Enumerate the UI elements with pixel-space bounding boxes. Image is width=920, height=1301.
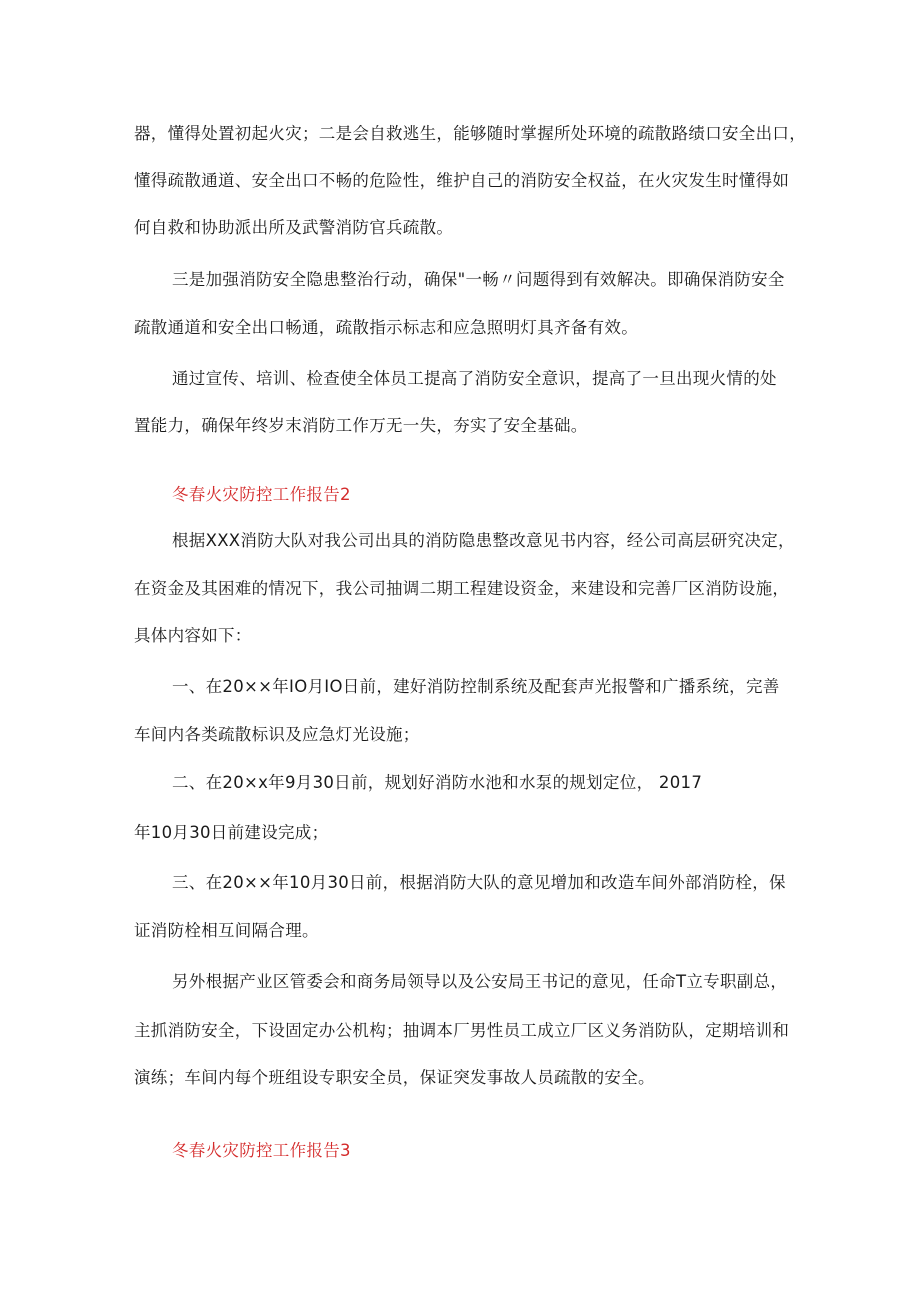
paragraph-line: 置能力，确保年终岁末消防工作万无一失，夯实了安全基础。 [134,416,588,435]
paragraph-line: 演练；车间内每个班组设专职安全员，保证突发事故人员疏散的安全。 [134,1068,655,1087]
paragraph-line: 一、在20××年IO月IO日前，建好消防控制系统及配套声光报警和广播系统，完善 [172,677,780,696]
paragraph-line: 二、在20×x年9月30日前，规划好消防水池和水泵的规划定位， 2017 [172,773,703,792]
paragraph-line: 证消防栓相互间隔合理。 [134,921,319,940]
paragraph-line: 具体内容如下： [134,626,252,645]
section-heading: 冬春火灾防控工作报告2 [172,485,351,504]
paragraph-line: 三是加强消防安全隐患整治行动，确保"一畅〃问题得到有效解决。即确保消防安全 [172,270,785,289]
paragraph-line: 主抓消防安全，下设固定办公机构；抽调本厂男性员工成立厂区义务消防队，定期培训和 [134,1021,790,1040]
paragraph-line: 通过宣传、培训、检查使全体员工提高了消防安全意识，提高了一旦出现火情的处 [172,369,777,388]
paragraph-line: 根据XXX消防大队对我公司出具的消防隐患整改意见书内容，经公司高层研究决定， [172,531,795,550]
paragraph-line: 疏散通道和安全出口畅通，疏散指示标志和应急照明灯具齐备有效。 [134,318,638,337]
paragraph-line: 另外根据产业区管委会和商务局领导以及公安局王书记的意见，任命T立专职副总， [172,972,788,991]
paragraph-line: 车间内各类疏散标识及应急灯光设施； [134,725,420,744]
paragraph-line: 何自救和协助派出所及武警消防官兵疏散。 [134,218,454,237]
paragraph-line: 在资金及其困难的情况下，我公司抽调二期工程建设资金，来建设和完善厂区消防设施， [134,579,790,598]
paragraph-line: 器，懂得处置初起火灾；二是会自救逃生，能够随时掌握所处环境的疏散路绩口安全出口， [134,124,806,143]
paragraph-line: 懂得疏散通道、安全出口不畅的危险性，维护自己的消防安全权益，在火灾发生时懂得如 [134,171,790,190]
paragraph-line: 年10月30日前建设完成； [134,823,329,842]
section-heading: 冬春火灾防控工作报告3 [172,1141,351,1160]
paragraph-line: 三、在20××年10月30日前，根据消防大队的意见增加和改造车间外部消防栓，保 [172,873,786,892]
